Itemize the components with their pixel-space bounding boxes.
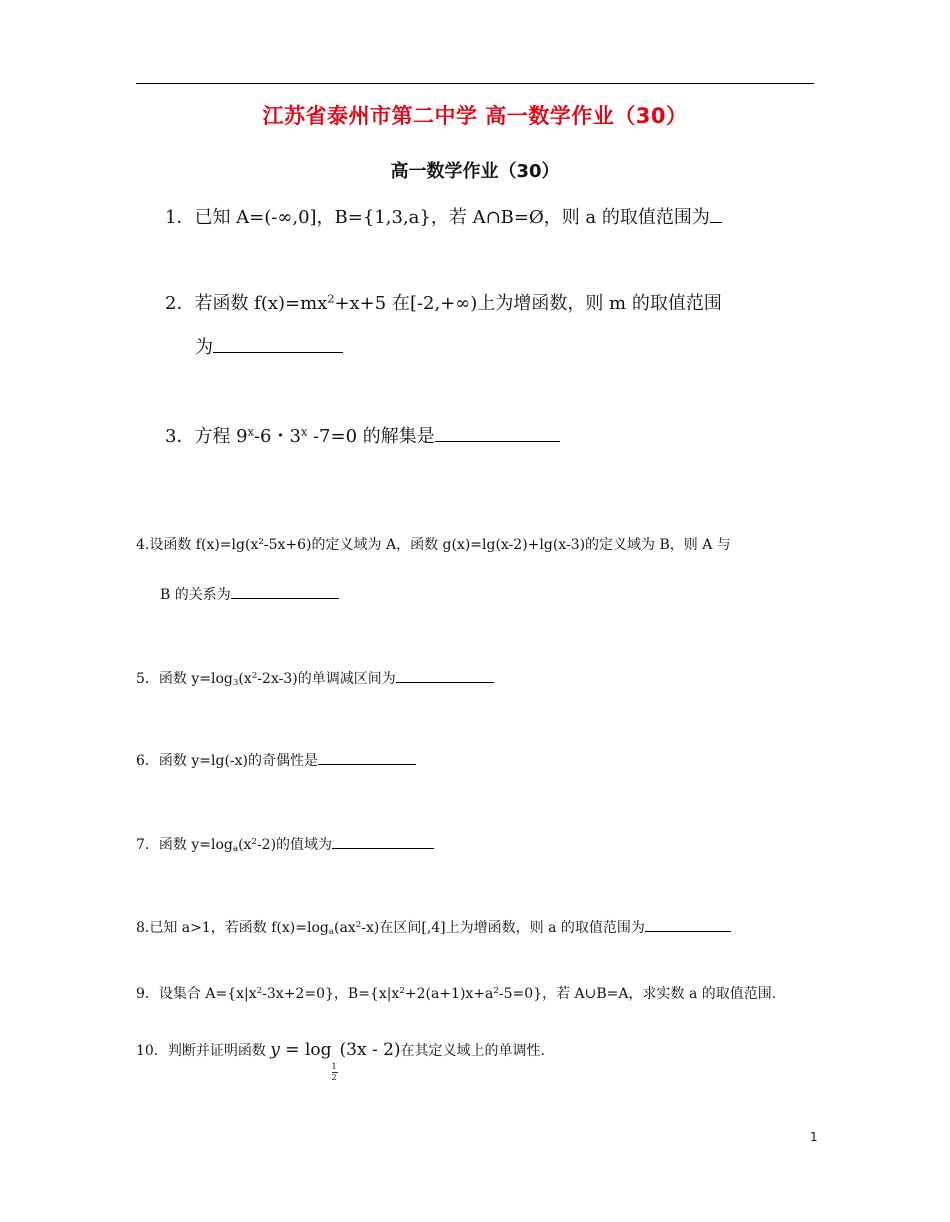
exponent: 2: [399, 985, 405, 996]
answer-blank[interactable]: [332, 832, 434, 849]
fraction-denominator: 2: [331, 1073, 337, 1082]
question-text: 为: [195, 337, 213, 358]
page-number: 1: [810, 1130, 818, 1144]
log-base: a: [232, 844, 239, 855]
question-text: -6・3: [253, 426, 301, 447]
question-10: [136, 1040, 545, 1082]
question-text: 判断并证明函数: [167, 1043, 266, 1059]
exponent: x: [247, 425, 254, 439]
question-text: 已知 a>1，若函数 f(x)=log: [149, 920, 329, 936]
question-4: [136, 534, 731, 554]
question-number: 2．: [165, 293, 195, 314]
question-text: 已知 A=(-∞,0]，B={1,3,a}，若 A∩B=Ø，则 a 的取值范围为: [194, 207, 710, 228]
question-5: [136, 666, 494, 688]
question-text: -7=0 的解集是: [307, 426, 435, 447]
question-6: [136, 748, 416, 770]
answer-blank[interactable]: [435, 425, 560, 442]
log-base: 3: [232, 678, 239, 689]
question-number: 1．: [165, 207, 195, 228]
question-text: 函数 y=log: [158, 671, 233, 687]
question-text: 设集合 A={x|x: [158, 986, 257, 1002]
exponent: 2: [256, 985, 263, 996]
formula-argument: (3x - 2): [339, 1040, 401, 1060]
question-1: [165, 203, 722, 229]
fraction-numerator: 1: [331, 1062, 337, 1071]
question-2-line-2: [195, 333, 343, 359]
question-number: 8.: [136, 920, 150, 936]
question-7: [136, 832, 434, 854]
question-text: -x)在区间[,4]上为增函数，则 a 的取值范围为: [361, 920, 645, 936]
question-number: 10．: [136, 1043, 168, 1059]
exponent: 2: [258, 536, 264, 547]
answer-blank[interactable]: [645, 915, 731, 932]
question-text: -3x+2=0}，B={x|x: [262, 986, 400, 1002]
question-text: B 的关系为: [160, 587, 231, 603]
question-text: -5=0}，若 A∪B=A，求实数 a 的取值范围.: [498, 986, 777, 1002]
question-number: 6．: [136, 753, 159, 769]
question-text: -2x-3)的单调减区间为: [257, 671, 396, 687]
exponent: 2: [327, 292, 335, 306]
question-number: 5．: [136, 671, 159, 687]
question-text: +x+5 在[-2,+∞)上为增函数，则 m 的取值范围: [334, 293, 722, 314]
question-9: [136, 983, 776, 1003]
question-text: 函数 y=log: [158, 837, 233, 853]
question-text: -5x+6)的定义域为 A，函数 g(x)=lg(x-2)+lg(x-3)的定义域为 B，则 A 与: [263, 537, 731, 553]
question-text: +2(a+1)x+a: [404, 986, 494, 1002]
exponent: 2: [251, 670, 258, 681]
question-text: 函数 y=lg(-x)的奇偶性是: [158, 753, 319, 769]
answer-blank[interactable]: [213, 336, 343, 353]
answer-blank[interactable]: [396, 666, 494, 683]
log-base: a: [328, 927, 335, 938]
question-number: 7．: [136, 837, 159, 853]
question-text: (ax: [334, 920, 356, 936]
exponent: 2: [493, 985, 499, 996]
answer-blank[interactable]: [231, 582, 339, 599]
question-text: 若函数 f(x)=mx: [194, 293, 328, 314]
exponent: 2: [251, 836, 257, 847]
formula-log: = log: [279, 1040, 332, 1060]
question-text: 设函数 f(x)=lg(x: [149, 537, 259, 553]
question-8: [136, 915, 731, 937]
question-3: [165, 422, 560, 448]
question-4-line-2: [160, 582, 339, 604]
question-2: [165, 289, 722, 315]
answer-blank[interactable]: [318, 748, 416, 765]
question-number: 3．: [165, 426, 195, 447]
question-text: (x: [238, 671, 252, 687]
document-subtitle: 高一数学作业（30）: [390, 161, 560, 182]
question-number: 9．: [136, 986, 159, 1002]
exponent: x: [300, 425, 308, 439]
document-title: 江苏省泰州市第二中学 高一数学作业（30）: [262, 104, 688, 128]
question-text: -2)的值域为: [256, 837, 333, 853]
question-text: 在其定义域上的单调性.: [400, 1043, 545, 1059]
header-rule: [136, 83, 814, 84]
formula-y: y: [270, 1040, 280, 1060]
log-formula: [270, 1040, 401, 1082]
question-text: 方程 9: [194, 426, 248, 447]
answer-blank[interactable]: [710, 206, 722, 223]
exponent: 2: [355, 919, 362, 930]
question-number: 4.: [136, 537, 150, 553]
question-text: (x: [238, 837, 252, 853]
